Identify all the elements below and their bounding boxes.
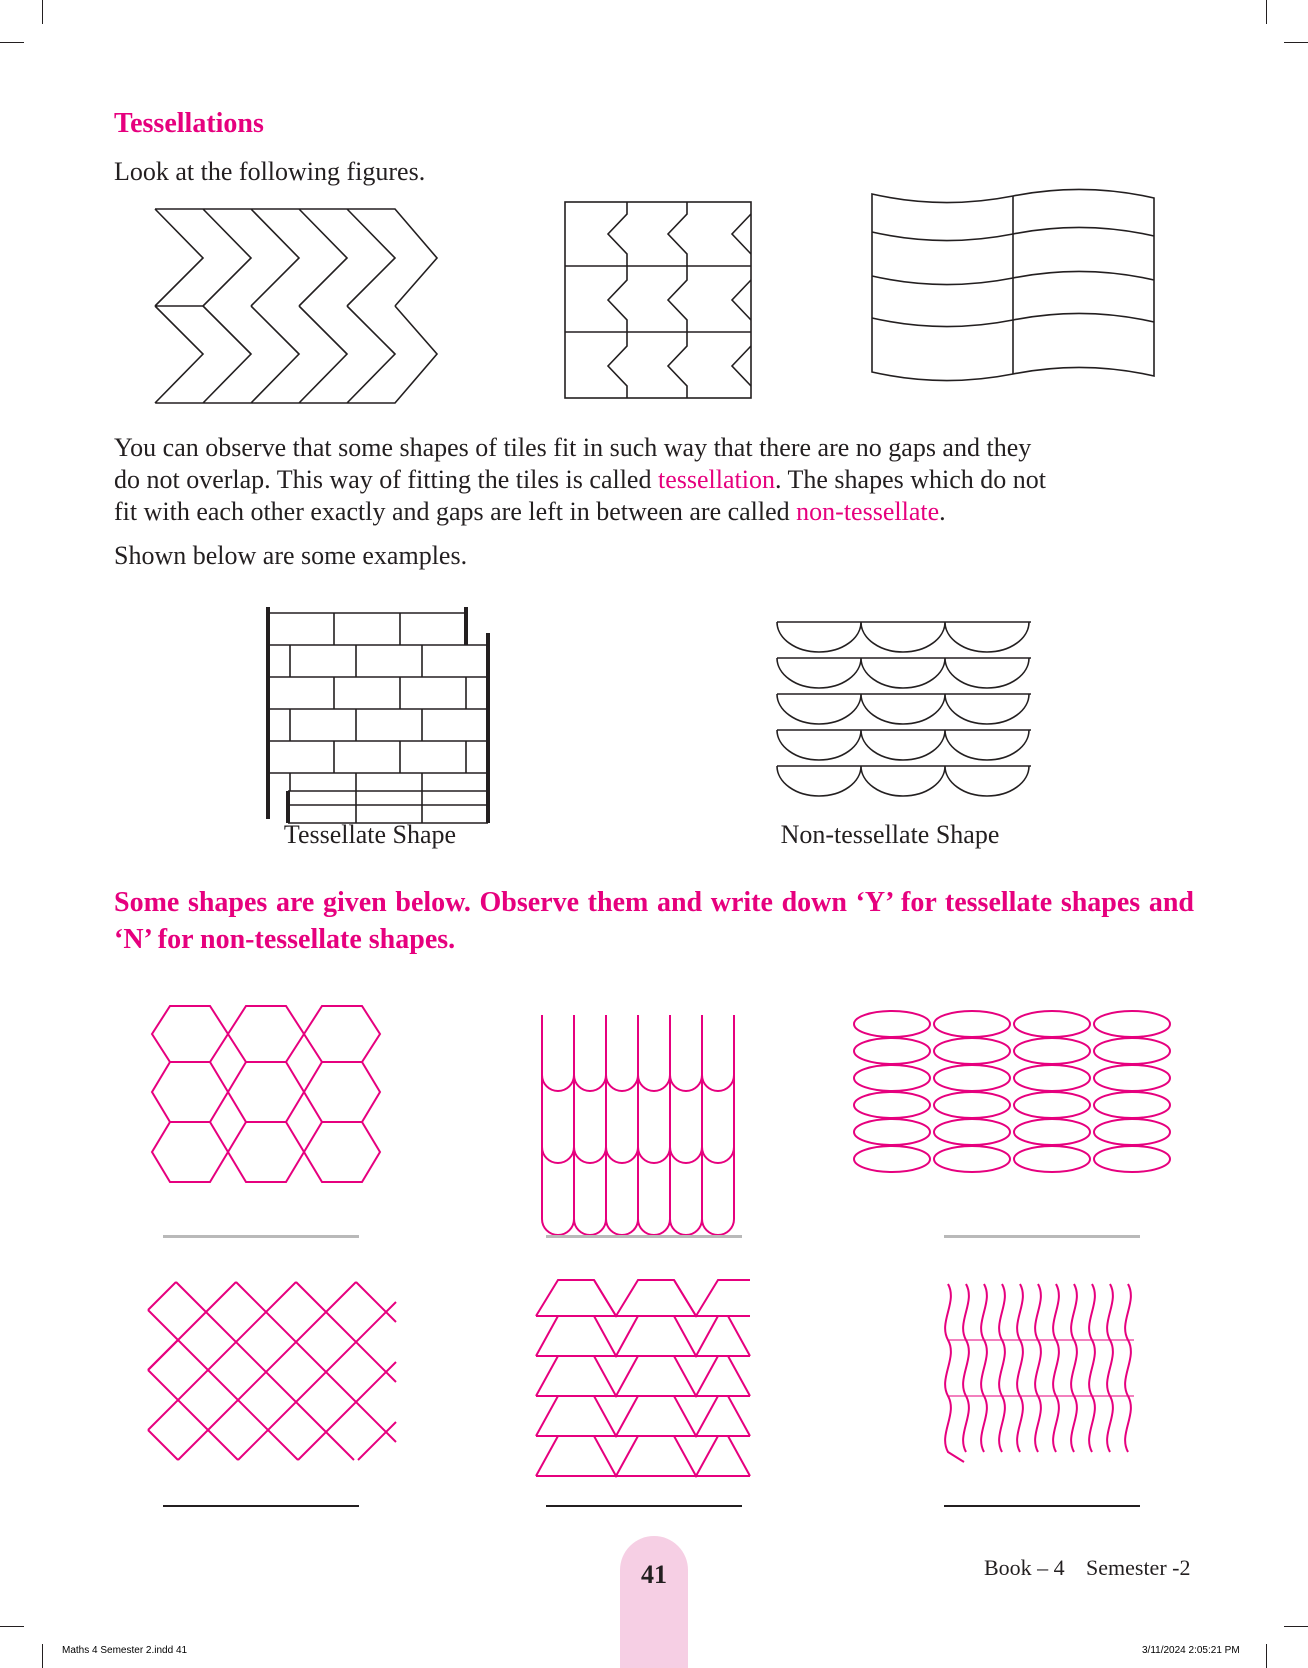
curved-tiles-icon	[870, 192, 1156, 380]
term-non-tessellate: non-tessellate	[796, 497, 940, 526]
crop-mark	[1266, 0, 1267, 24]
answer-line-4[interactable]	[163, 1505, 359, 1507]
hexagon-grid-icon	[150, 1004, 388, 1186]
ellipse-grid-icon	[852, 1008, 1176, 1190]
slug-timestamp: 3/11/2024 2:05:21 PM	[1142, 1645, 1240, 1656]
para-text: .	[939, 497, 946, 526]
semicircle-rows-icon	[774, 620, 1034, 804]
non-tessellate-caption: Non-tessellate Shape	[780, 820, 1000, 849]
notched-grid-icon	[563, 200, 753, 402]
para-text: . The shapes which do not	[774, 465, 1046, 494]
crop-mark	[1284, 1626, 1308, 1627]
answer-line-2[interactable]	[546, 1235, 742, 1238]
crop-mark	[1284, 42, 1308, 43]
footer-semester: Semester -2	[1086, 1555, 1191, 1580]
tessellate-caption: Tessellate Shape	[283, 820, 457, 849]
page-number: 41	[641, 1560, 667, 1589]
intro-text: Look at the following figures.	[114, 157, 426, 186]
para-text: do not overlap. This way of fitting the tiles is called	[114, 465, 658, 494]
examples-intro: Shown below are some examples.	[114, 541, 468, 570]
page-number-tab	[620, 1536, 688, 1668]
crop-mark	[1266, 1644, 1267, 1668]
scallop-columns-icon	[538, 1015, 742, 1235]
term-tessellation: tessellation	[657, 465, 775, 494]
crop-mark	[0, 1626, 24, 1627]
answer-line-6[interactable]	[944, 1505, 1140, 1507]
para-line-1: You can observe that some shapes of tiles fit in such way that there are no gaps and they	[114, 433, 1032, 462]
para-line-2	[114, 464, 1046, 496]
answer-line-1[interactable]	[163, 1235, 359, 1238]
page-title: Tessellations	[114, 108, 264, 139]
exercise-instruction: Some shapes are given below. Observe them and write down ‘Y’ for tessellate shapes and ‘N’ for non-tessellate shapes.	[114, 887, 1194, 955]
para-line-3	[114, 496, 946, 528]
trapezoid-triangle-icon	[532, 1278, 754, 1478]
chevron-tiling-icon	[152, 206, 440, 406]
brick-wall-icon	[266, 607, 490, 825]
footer-book: Book – 4	[984, 1555, 1065, 1580]
crop-mark	[42, 0, 43, 24]
crop-mark	[0, 42, 24, 43]
slug-filename: Maths 4 Semester 2.indd 41	[62, 1645, 188, 1656]
answer-line-5[interactable]	[546, 1505, 742, 1507]
para-text: fit with each other exactly and gaps are left in between are called	[114, 497, 797, 526]
answer-line-3[interactable]	[944, 1235, 1140, 1238]
wavy-strips-icon	[944, 1282, 1144, 1466]
crop-mark	[42, 1644, 43, 1668]
rhombus-lattice-icon	[146, 1278, 406, 1478]
